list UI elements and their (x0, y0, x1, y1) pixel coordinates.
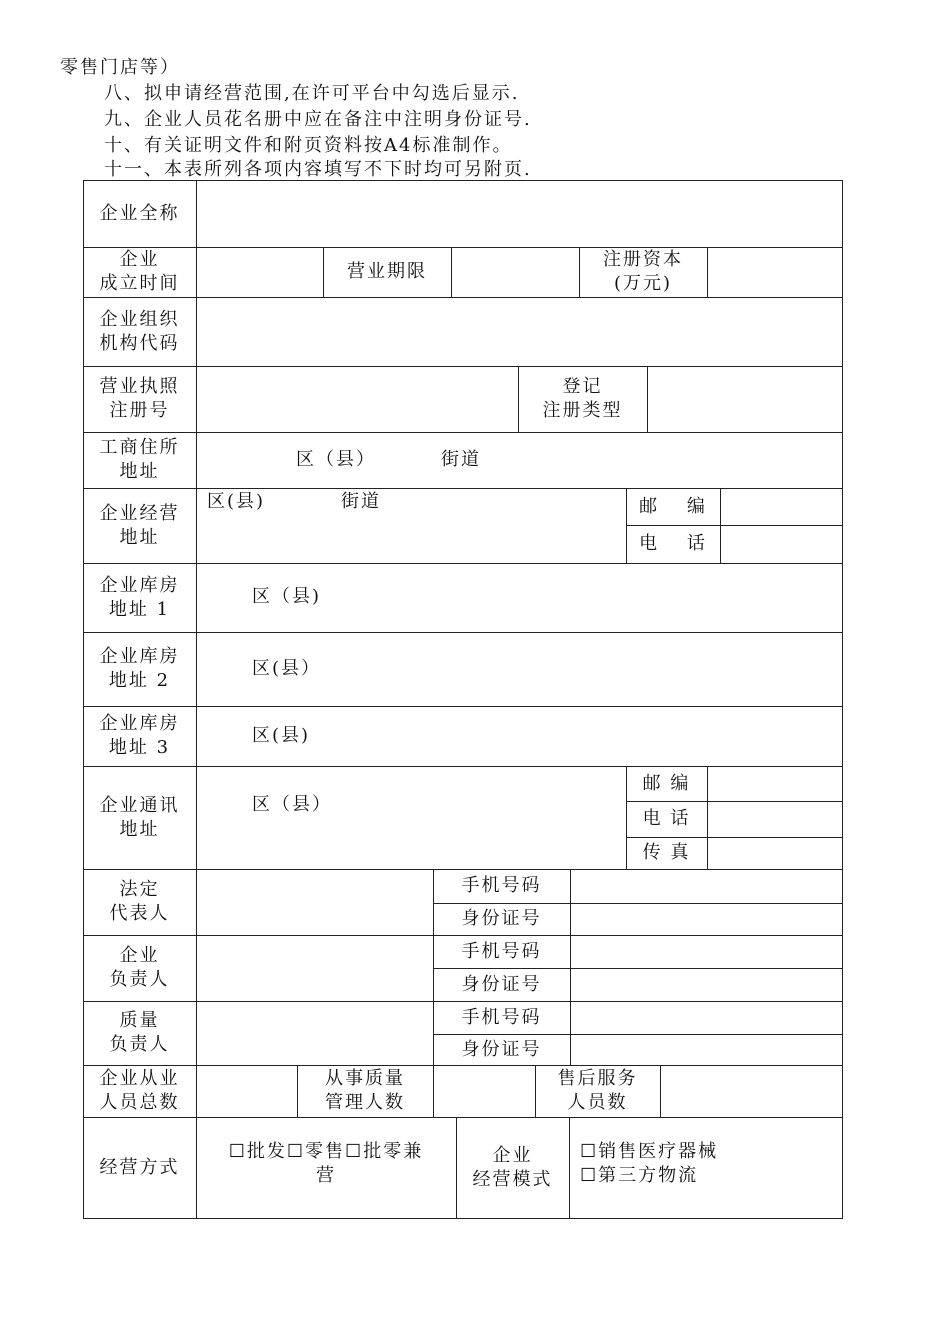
warehouse-3-label: 企业库房 地址 3 (99, 713, 180, 758)
warehouse-1-label: 企业库房 地址 1 (99, 574, 180, 620)
registration-type-field[interactable] (648, 367, 842, 432)
quality-mobile-field[interactable] (571, 1002, 842, 1034)
total-staff-field[interactable] (197, 1066, 297, 1117)
quality-id-label: 身份证号 (461, 1038, 542, 1060)
founded-date-field[interactable] (197, 248, 323, 297)
legal-id-label: 身份证号 (461, 908, 542, 929)
business-mode-checkboxes[interactable]: ☐批发☐零售☐批零兼 营 (228, 1141, 424, 1186)
operating-postcode-label: 邮 编 (639, 495, 707, 517)
business-address-district: 区（县） (296, 449, 376, 470)
mailing-fax-label: 传 真 (642, 842, 691, 863)
legal-mobile-field[interactable] (571, 870, 842, 903)
aftersale-staff-field[interactable] (661, 1066, 842, 1117)
license-number-label: 营业执照 注册号 (99, 376, 180, 421)
mailing-phone-field[interactable] (708, 802, 842, 837)
company-name-field[interactable] (197, 181, 842, 247)
quality-mobile-label: 手机号码 (461, 1006, 542, 1028)
mailing-postcode-label: 邮 编 (642, 772, 691, 794)
business-term-label: 营业期限 (347, 261, 427, 282)
operating-phone-field[interactable] (721, 526, 842, 563)
total-staff-label: 企业从业 人员总数 (99, 1068, 180, 1113)
mailing-phone-label: 电 话 (642, 808, 691, 829)
legal-representative-field[interactable] (197, 870, 433, 935)
manager-id-label: 身份证号 (461, 973, 542, 995)
warehouse-2-district: 区(县） (252, 658, 322, 679)
business-address-street: 街道 (441, 449, 481, 470)
operating-address-label: 企业经营 地址 (99, 502, 180, 548)
registration-type-label: 登记 注册类型 (542, 376, 623, 421)
operating-address-district: 区(县) (207, 491, 266, 512)
registered-capital-label: 注册资本 (万元) (603, 249, 683, 294)
legal-id-field[interactable] (571, 904, 842, 935)
company-manager-label: 企业 负责人 (109, 945, 170, 990)
mailing-fax-field[interactable] (708, 838, 842, 869)
quality-staff-field[interactable] (434, 1066, 535, 1117)
note-continuation: 零售门店等） (60, 57, 180, 78)
aftersale-staff-label: 售后服务 人员数 (557, 1068, 638, 1113)
business-address-label: 工商住所 地址 (99, 437, 180, 482)
mailing-postcode-field[interactable] (708, 767, 842, 801)
quality-staff-label: 从事质量 管理人数 (325, 1068, 405, 1113)
license-number-field[interactable] (197, 367, 518, 432)
note-10: 十、有关证明文件和附页资料按A4标准制作。 (104, 135, 513, 156)
warehouse-2-label: 企业库房 地址 2 (99, 646, 180, 691)
manager-mobile-field[interactable] (571, 936, 842, 968)
legal-representative-label: 法定 代表人 (109, 879, 170, 924)
quality-id-field[interactable] (571, 1035, 842, 1065)
operating-phone-label: 电 话 (639, 533, 707, 554)
business-term-field[interactable] (452, 248, 579, 297)
business-model-checkboxes[interactable]: ☐销售医疗器械 ☐第三方物流 (580, 1141, 719, 1186)
note-8: 八、拟申请经营范围,在许可平台中勾选后显示. (104, 83, 520, 104)
manager-id-field[interactable] (571, 969, 842, 1001)
operating-postcode-field[interactable] (721, 489, 842, 525)
manager-mobile-label: 手机号码 (461, 940, 542, 962)
note-11: 十一、本表所列各项内容填写不下时均可另附页. (104, 159, 532, 180)
company-manager-field[interactable] (197, 936, 433, 1001)
warehouse-3-district: 区(县) (252, 725, 311, 746)
note-9: 九、企业人员花名册中应在备注中注明身份证号. (104, 109, 532, 130)
quality-manager-label: 质量 负责人 (109, 1010, 170, 1055)
business-model-label: 企业 经营模式 (472, 1145, 553, 1190)
company-name-label: 企业全称 (99, 202, 180, 224)
quality-manager-field[interactable] (197, 1002, 433, 1065)
legal-mobile-label: 手机号码 (461, 875, 542, 896)
org-code-field[interactable] (197, 298, 842, 366)
registered-capital-field[interactable] (708, 248, 842, 297)
business-mode-label: 经营方式 (99, 1157, 180, 1178)
warehouse-1-district: 区（县) (252, 586, 322, 607)
mailing-address-label: 企业通讯 地址 (99, 794, 180, 840)
org-code-label: 企业组织 机构代码 (99, 308, 180, 354)
founded-date-label: 企业 成立时间 (99, 249, 180, 294)
operating-address-street: 街道 (341, 491, 381, 512)
mailing-address-district: 区（县） (252, 794, 332, 815)
